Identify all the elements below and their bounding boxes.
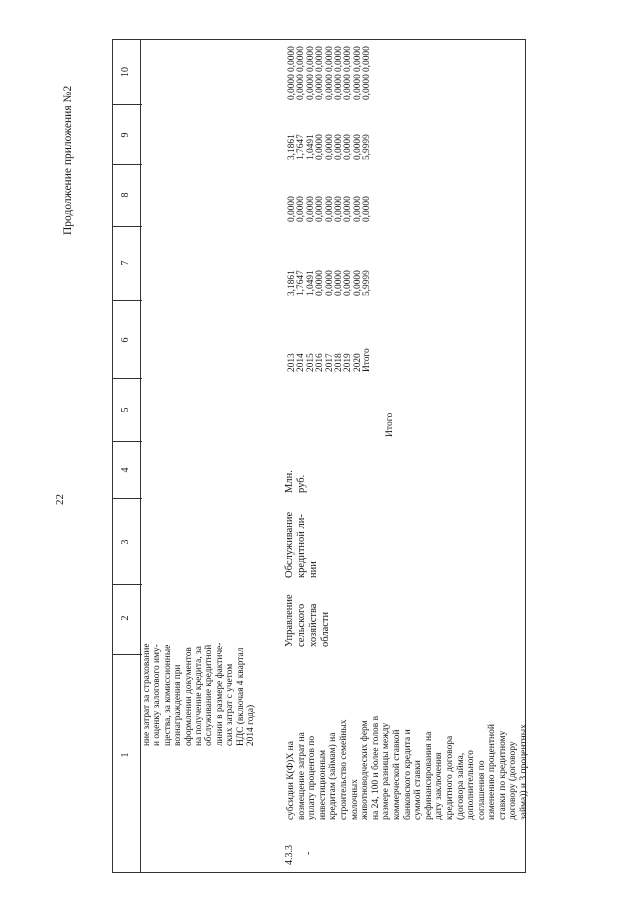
col9-values xyxy=(288,74,373,100)
row-description-text xyxy=(286,620,530,868)
desc-line: уплату процентов по xyxy=(307,735,318,820)
value: 0,0000 xyxy=(324,270,335,296)
executor xyxy=(284,577,332,647)
col-divider xyxy=(112,164,142,165)
value: 1,0491 xyxy=(305,134,316,160)
desc-line: возмещение затрат на xyxy=(296,732,307,820)
value: 0,0000 xyxy=(324,74,335,100)
value: 0,0000 xyxy=(352,74,363,100)
desc-line: соглашения по xyxy=(476,760,487,820)
desc-line: кредитам (займам) на xyxy=(328,732,339,820)
value: 0,0000 xyxy=(334,270,345,296)
prev-row-text xyxy=(142,586,256,746)
year: 2018 xyxy=(334,353,345,372)
value: 0,0000 xyxy=(296,196,307,222)
value: 0,0000 xyxy=(287,46,297,72)
unit-line: руб. xyxy=(296,474,307,493)
desc-line: на 24, 100 и более голов в xyxy=(370,715,381,820)
prev-line: вознаграждения при xyxy=(173,664,184,746)
desc-line: банковского кредита и xyxy=(402,729,413,820)
prev-line: линии в размере фактиче- xyxy=(214,642,225,746)
desc-line: дополнительного xyxy=(466,750,477,820)
prev-line: ние затрат за страхование xyxy=(142,643,152,746)
value: 0,0000 xyxy=(315,134,326,160)
value: 0,0000 xyxy=(305,196,316,222)
continuation-title: Продолжение приложения №2 xyxy=(62,85,74,235)
header-col-5: 5 xyxy=(120,407,131,413)
value: 0,0000 xyxy=(334,74,345,100)
value: 0,0000 xyxy=(352,196,363,222)
desc-line: дату заключения xyxy=(434,752,445,820)
col-divider xyxy=(112,441,142,442)
prev-line: обслуживание кредитной xyxy=(204,644,215,746)
value: 0,0000 xyxy=(315,196,326,222)
desc-line: рефинансирования на xyxy=(423,731,434,820)
col-divider xyxy=(112,226,142,227)
value: 3,1861 xyxy=(287,134,297,160)
col-divider xyxy=(112,584,142,585)
prev-line: щества, за комиссионные xyxy=(162,644,173,746)
desc-line: животноводческих ферм xyxy=(360,720,371,820)
unit xyxy=(284,447,308,493)
year: 2014 xyxy=(296,353,307,372)
value: 0,0000 xyxy=(334,46,345,72)
col-divider xyxy=(112,498,142,499)
value: 0,0000 xyxy=(334,134,345,160)
value: 0,0000 xyxy=(287,196,297,222)
value: 1,0491 xyxy=(305,270,316,296)
value: 3,1861 xyxy=(287,270,297,296)
desc-line: суммой ставки xyxy=(413,760,424,820)
col-divider xyxy=(112,300,142,301)
value: 0,0000 xyxy=(352,46,363,72)
col-divider xyxy=(112,654,142,655)
value: 0,0000 xyxy=(324,134,335,160)
desc-line: договору (договору xyxy=(508,741,519,820)
prev-line: и оценку залогового иму- xyxy=(152,644,163,746)
col5-total: Итого xyxy=(384,412,395,437)
value: 0,0000 xyxy=(362,74,373,100)
value: 0,0000 xyxy=(352,270,363,296)
value: 0,0000 xyxy=(343,134,354,160)
value: 1,7647 xyxy=(296,134,307,160)
value: 0,0000 xyxy=(305,74,316,100)
col-divider xyxy=(112,104,142,105)
year: Итого xyxy=(362,348,373,372)
value: 0,0000 xyxy=(315,74,326,100)
header-col-7: 7 xyxy=(120,260,131,266)
desc-line: молочных xyxy=(349,779,360,820)
header-col-4: 4 xyxy=(120,467,131,473)
value: 0,0000 xyxy=(324,46,335,72)
col7-values xyxy=(288,196,373,222)
value: 5,9999 xyxy=(362,134,373,160)
desc-line: ставки по кредитному xyxy=(497,730,508,820)
content-line: нии xyxy=(308,561,319,578)
header-col-10: 10 xyxy=(120,67,131,77)
executor-line: хозяйства xyxy=(308,603,319,647)
page-number: 22 xyxy=(54,494,66,505)
value: 0,0000 xyxy=(343,196,354,222)
unit-line: Млн. xyxy=(284,470,295,493)
prev-line: ских затрат с учетом xyxy=(225,663,236,746)
header-col-9: 9 xyxy=(120,132,131,138)
desc-line: коммерческой ставкой xyxy=(391,729,402,820)
prev-line: 2014 года) xyxy=(246,704,257,746)
col10-values xyxy=(288,46,373,72)
value: 0,0000 xyxy=(296,74,307,100)
prev-line: оформлении документов xyxy=(183,647,194,746)
executor-line: области xyxy=(320,611,331,647)
prev-line: НДС (включая 4 квартал xyxy=(235,647,246,746)
header-col-6: 6 xyxy=(120,337,131,343)
value: 0,0000 xyxy=(334,196,345,222)
desc-line: строительство семейных xyxy=(338,719,349,820)
content xyxy=(284,498,320,578)
value: 0,0000 xyxy=(315,46,326,72)
years-col xyxy=(288,348,373,372)
executor-line: сельского xyxy=(296,603,307,647)
value: 0,0000 xyxy=(343,74,354,100)
content-line: Обслуживание xyxy=(284,511,295,578)
value: 0,0000 xyxy=(362,196,373,222)
col6-values xyxy=(288,270,373,296)
value: 0,0000 xyxy=(352,134,363,160)
year: 2019 xyxy=(343,353,354,372)
year: 2017 xyxy=(324,353,335,372)
col-divider xyxy=(112,378,142,379)
prev-line: на получение кредита, за xyxy=(194,646,205,746)
header-col-2: 2 xyxy=(120,615,131,621)
value: 0,0000 xyxy=(315,270,326,296)
desc-line: (договора займа, xyxy=(455,752,466,820)
year: 2015 xyxy=(305,353,316,372)
value: 0,0000 xyxy=(296,46,307,72)
header-col-1: 1 xyxy=(120,752,131,758)
desc-line: займа)) и 3 процентных xyxy=(519,724,530,820)
header-col-8: 8 xyxy=(120,192,131,198)
content-line: кредитной ли- xyxy=(296,514,307,578)
value: 0,0000 xyxy=(287,74,297,100)
col8-values xyxy=(288,134,373,160)
executor-line: Управление xyxy=(284,594,295,647)
desc-line: размере разницы между xyxy=(381,722,392,820)
header-col-3: 3 xyxy=(120,539,131,545)
value: 0,0000 xyxy=(343,270,354,296)
desc-line: изменению процентной xyxy=(487,724,498,820)
value: 5,9999 xyxy=(362,270,373,296)
row-number: 4.3.3 xyxy=(284,845,295,865)
year: 2016 xyxy=(315,353,326,372)
value: 0,0000 xyxy=(343,46,354,72)
value: 0,0000 xyxy=(362,46,373,72)
value: 0,0000 xyxy=(305,46,316,72)
desc-line: кредитного договора xyxy=(444,735,455,820)
year: 2020 xyxy=(352,353,363,372)
desc-line: инвестиционным xyxy=(317,750,328,820)
year: 2013 xyxy=(287,353,297,372)
value: 1,7647 xyxy=(296,270,307,296)
row-marker: - xyxy=(303,851,314,855)
desc-line: субсидии К(Ф)Х на xyxy=(286,741,296,820)
value: 0,0000 xyxy=(324,196,335,222)
